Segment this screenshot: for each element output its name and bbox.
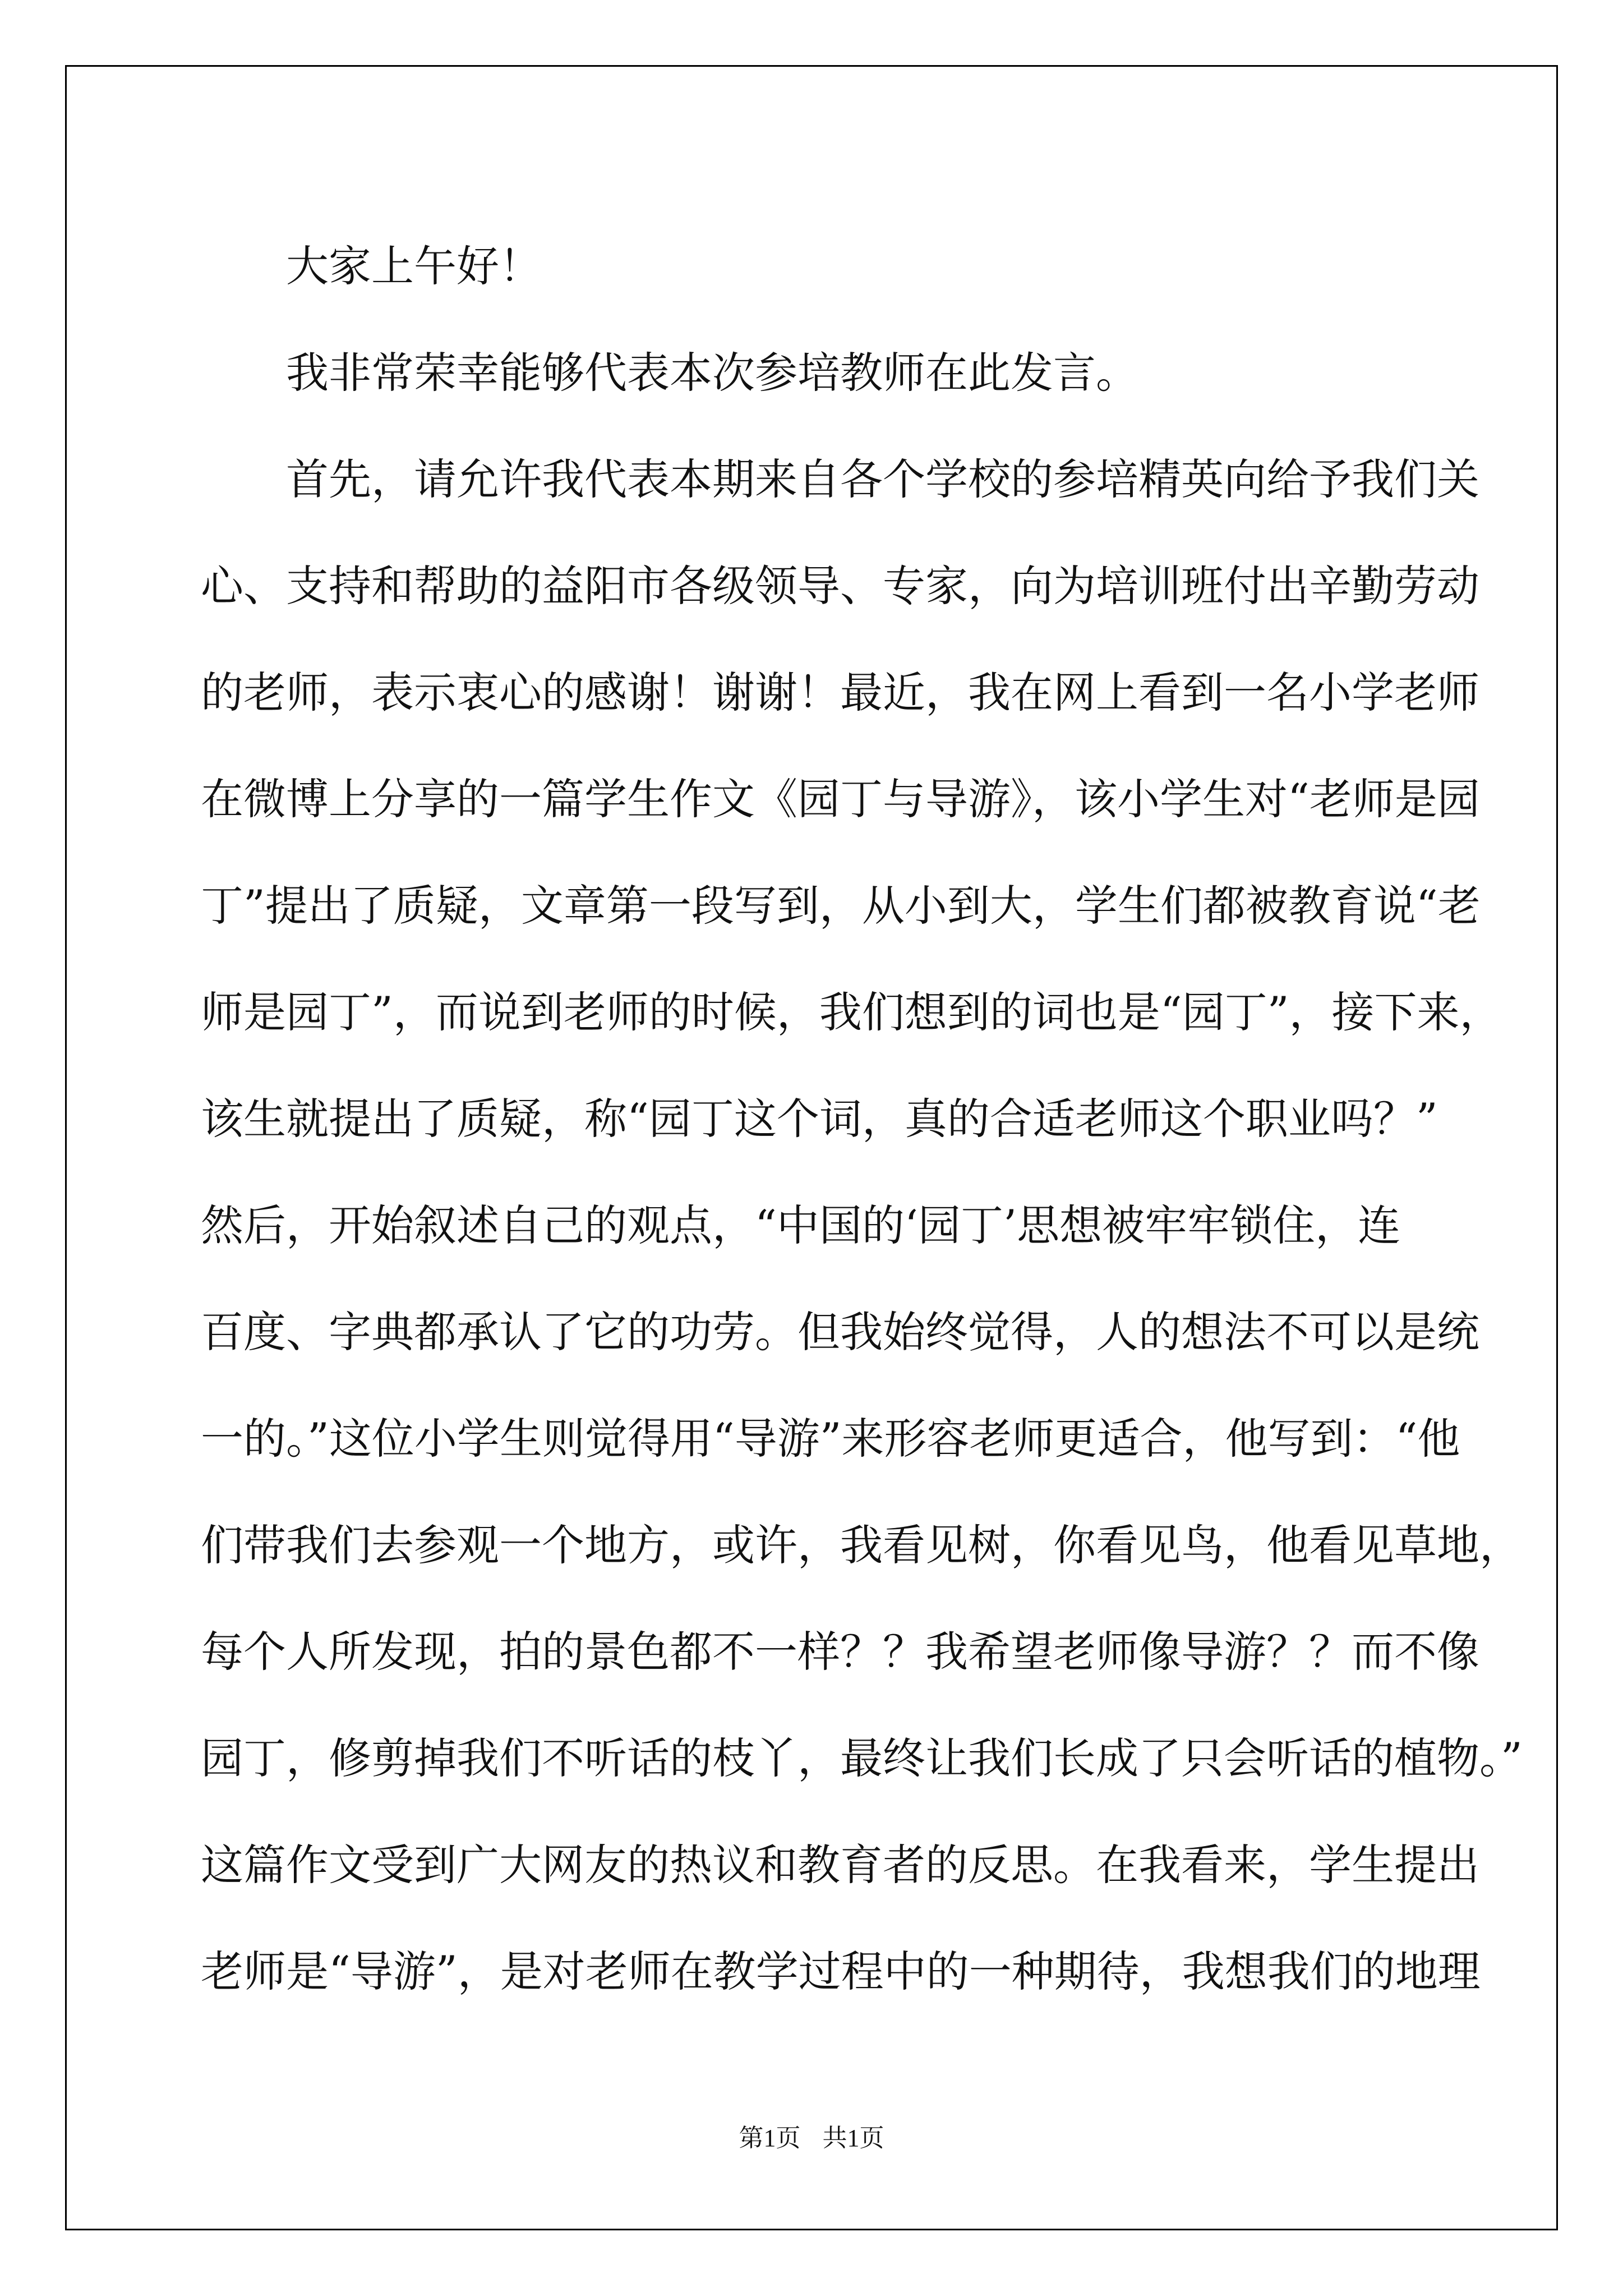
text-line: 园丁，修剪掉我们不听话的枝丫，最终让我们长成了只会听话的植物。”: [201, 1733, 1523, 1783]
text-line: 老师是“导游”，是对老师在教学过程中的一种期待，我想我们的地理: [201, 1947, 1481, 1996]
text-line: 一的。”这位小学生则觉得用“导游”来形容老师更适合，他写到：“他: [201, 1414, 1460, 1464]
document-body: [201, 213, 1523, 2025]
text-line: 首先，请允许我代表本期来自各个学校的参培精英向给予我们关: [286, 454, 1479, 504]
text-line: 这篇作文受到广大网友的热议和教育者的反思。在我看来，学生提出: [201, 1840, 1479, 1890]
text-line: 然后，开始叙述自己的观点，“中国的‘园丁’思想被牢牢锁住，连: [201, 1200, 1401, 1250]
text-line: 大家上午好！: [286, 241, 542, 291]
text-line: 丁”提出了质疑，文章第一段写到，从小到大，学生们都被教育说“老: [201, 881, 1481, 931]
page-total: 共1页: [822, 2124, 884, 2152]
text-line: 在微博上分享的一篇学生作文《园丁与导游》，该小学生对“老师是园: [201, 774, 1480, 824]
text-line: 心、支持和帮助的益阳市各级领导、专家，向为培训班付出辛勤劳动: [201, 561, 1479, 611]
text-line: 百度、字典都承认了它的功劳。但我始终觉得，人的想法不可以是统: [201, 1307, 1479, 1357]
text-line: 师是园丁”，而说到老师的时候，我们想到的词也是“园丁”，接下来，: [201, 987, 1502, 1037]
text-line: 每个人所发现，拍的景色都不一样？？我希望老师像导游？？而不像: [201, 1627, 1479, 1677]
text-line: 该生就提出了质疑，称“园丁这个词，真的合适老师这个职业吗？”: [201, 1094, 1438, 1144]
page-footer: [0, 2118, 1623, 2154]
text-line: 们带我们去参观一个地方，或许，我看见树，你看见鸟，他看见草地，: [201, 1520, 1522, 1570]
text-line: 我非常荣幸能够代表本次参培教师在此发言。: [286, 348, 1138, 398]
text-line: 的老师，表示衷心的感谢！谢谢！最近，我在网上看到一名小学老师: [201, 668, 1479, 717]
page-number: 第1页: [739, 2124, 801, 2152]
